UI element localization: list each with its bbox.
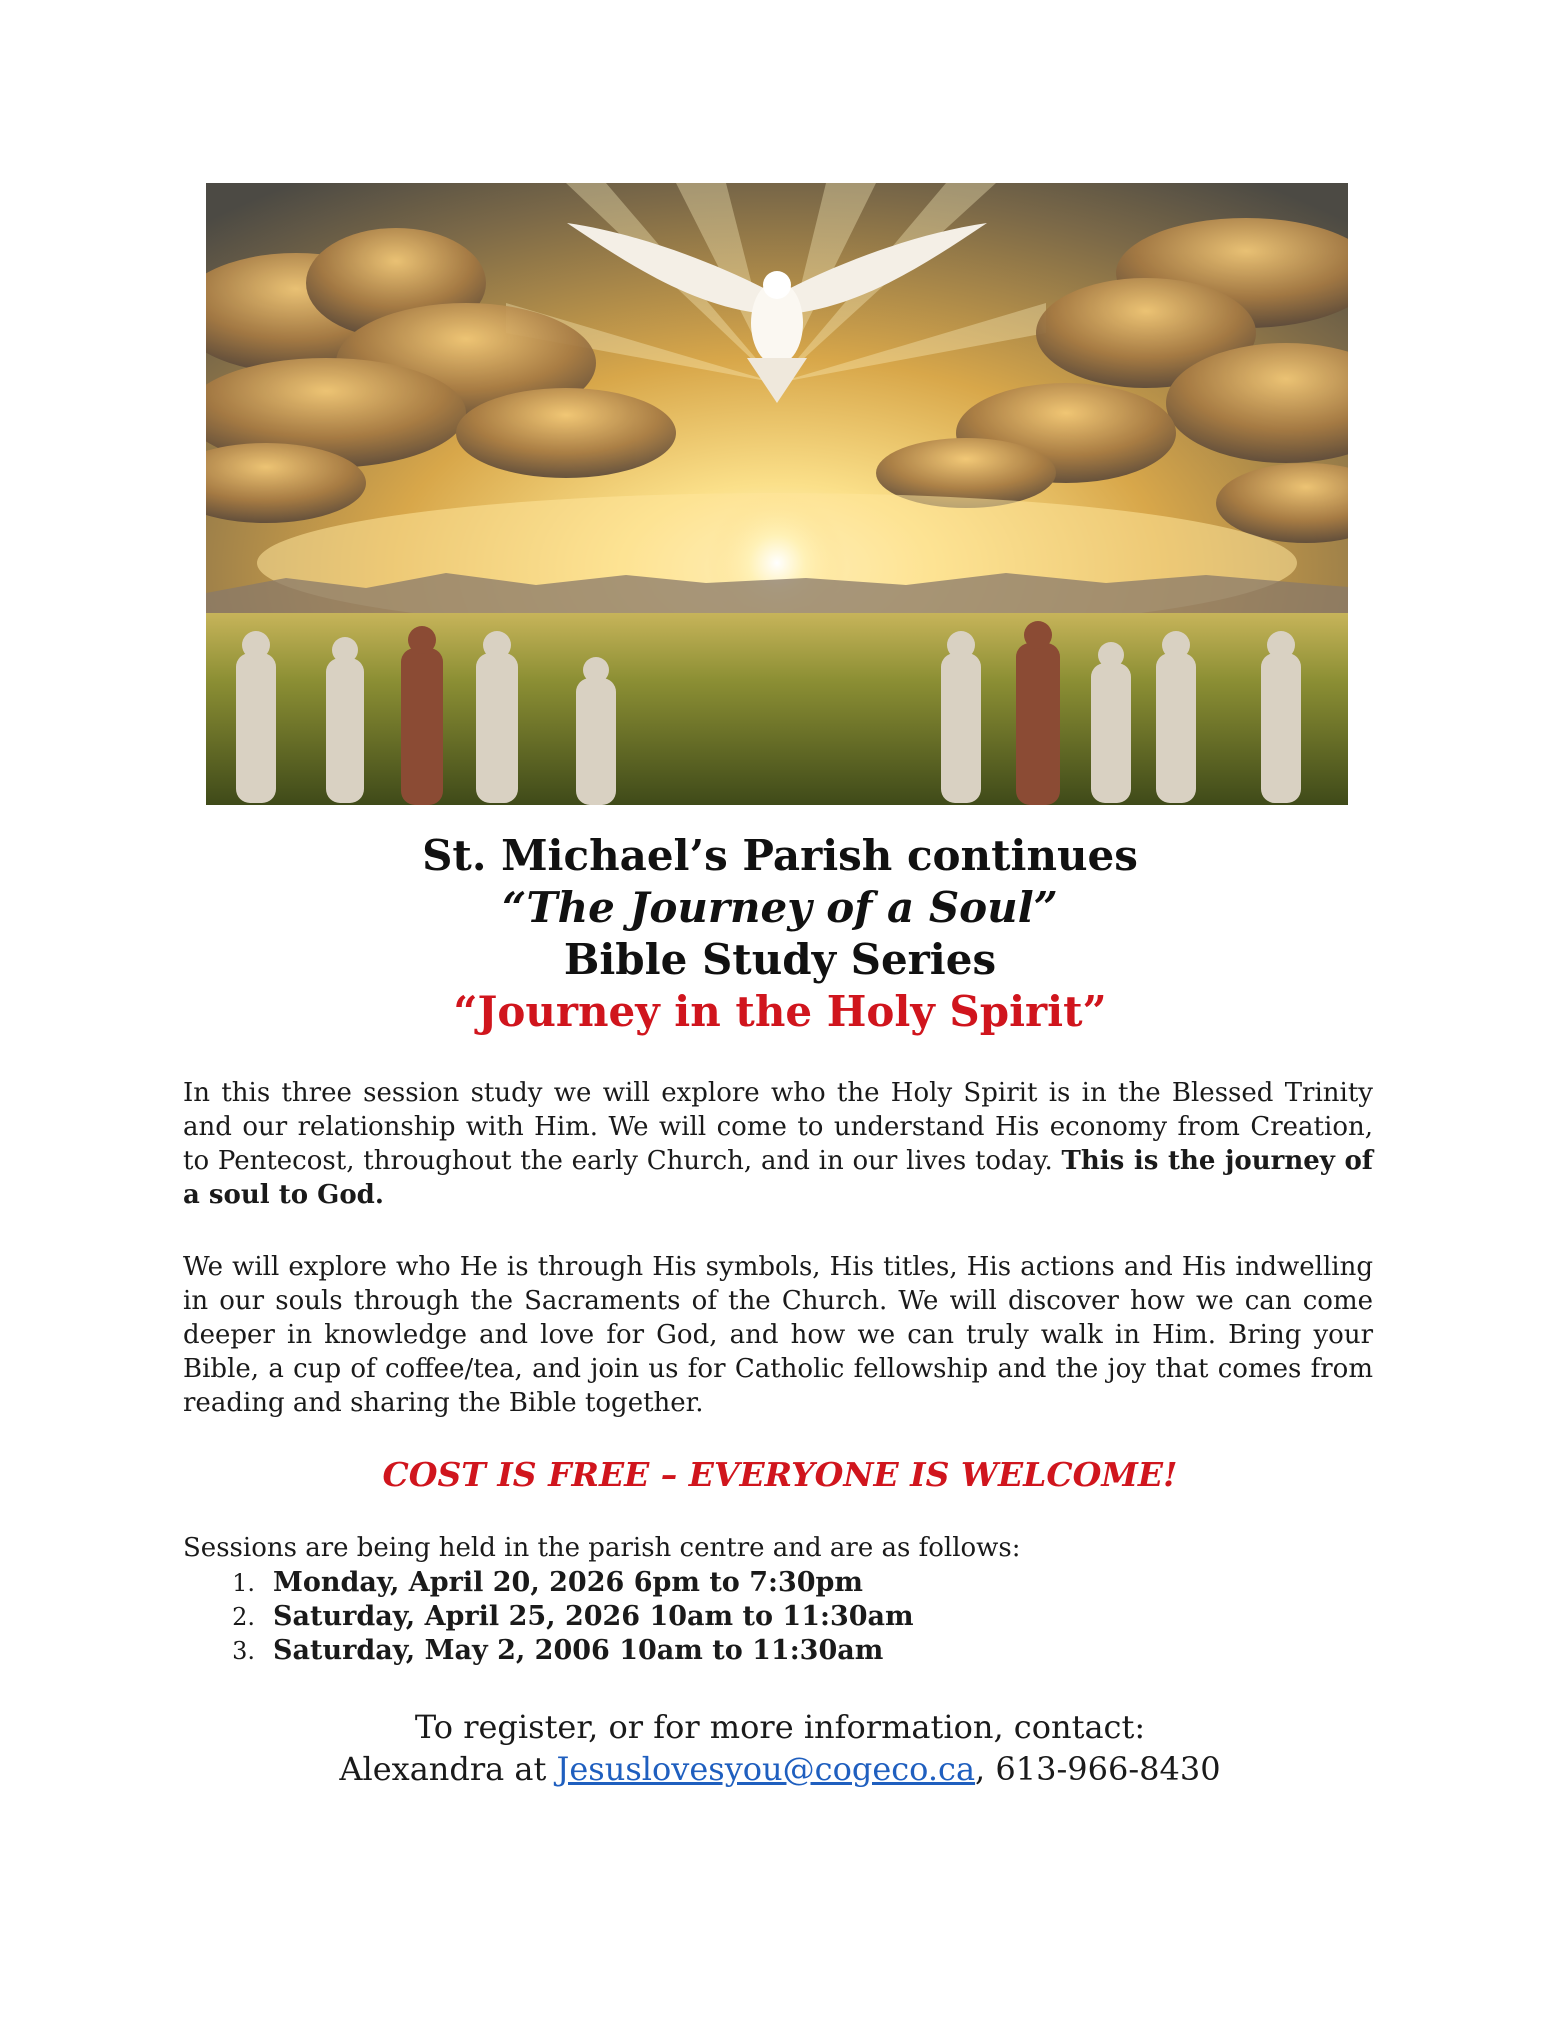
session-date: Saturday, May 2, 2006 10am to 11:30am <box>273 1635 884 1666</box>
intro-paragraph-text: In this three session study we will explore who the Holy Spirit is in the Blessed Trinity and our relationship with Him. We will come to understand His economy from Creation, to Pentecost, throughout the early Church, and in our lives today. <box>183 1078 1373 1176</box>
list-item <box>183 1566 914 1600</box>
details-paragraph: We will explore who He is through His symbols, His titles, His actions and His indwelling in our souls through the Sacraments of the Church. We will discover how we can come deeper in knowledge and love for God, and how we can truly walk in Him. Bring your Bible, a cup of coffee/tea, and join us for Catholic fellowship and the joy that comes from reading and sharing the Bible together. <box>183 1252 1373 1418</box>
contact-name: Alexandra at <box>339 1750 557 1788</box>
intro-paragraph <box>183 1076 1373 1212</box>
intro-paragraph-bold: This is the journey of a soul to God. <box>183 1146 1373 1210</box>
heading-session-title: “Journey in the Holy Spirit” <box>453 987 1107 1036</box>
contact-block <box>0 1706 1560 1790</box>
flyer-heading <box>0 830 1560 1038</box>
session-number: 1. <box>232 1569 255 1597</box>
heading-parish: St. Michael’s Parish continues <box>422 831 1138 880</box>
contact-email-link[interactable]: Jesuslovesyou@cogeco.ca <box>556 1750 976 1788</box>
contact-line <box>0 1748 1560 1790</box>
session-number: 2. <box>232 1603 255 1631</box>
contact-phone: , 613-966-8430 <box>975 1750 1221 1788</box>
heading-series-label: Bible Study Series <box>563 935 997 984</box>
cost-banner: COST IS FREE – EVERYONE IS WELCOME! <box>382 1455 1178 1494</box>
list-item <box>183 1634 914 1668</box>
session-date: Monday, April 20, 2026 6pm to 7:30pm <box>273 1567 863 1598</box>
holy-spirit-dove-landscape-image <box>206 183 1348 805</box>
session-number: 3. <box>232 1637 255 1665</box>
sessions-list <box>183 1566 914 1668</box>
hero-image <box>206 183 1348 805</box>
contact-intro: To register, or for more information, contact: <box>414 1708 1146 1746</box>
heading-series-title: “The Journey of a Soul” <box>502 883 1058 932</box>
session-date: Saturday, April 25, 2026 10am to 11:30am <box>273 1601 914 1632</box>
list-item <box>183 1600 914 1634</box>
sessions-intro: Sessions are being held in the parish centre and are as follows: <box>183 1533 1021 1563</box>
